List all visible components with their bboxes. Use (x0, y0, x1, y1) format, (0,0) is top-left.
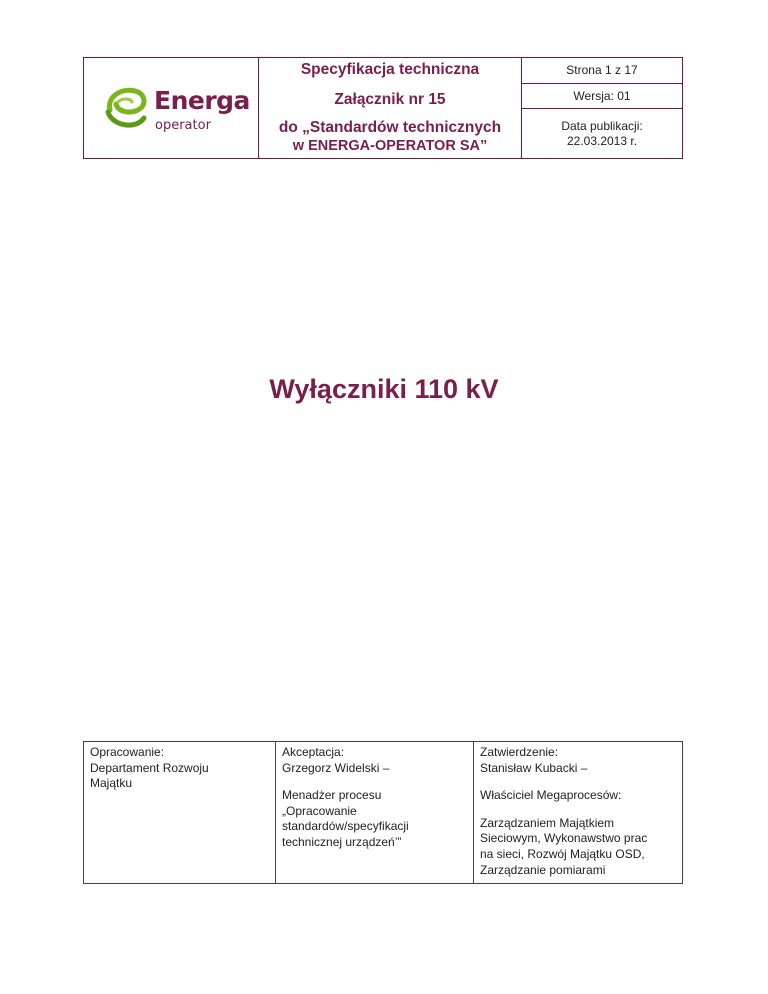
logo-subtitle: operator (155, 118, 211, 133)
prepared-by-line2: Majątku (90, 776, 133, 791)
standards-title-line1: do „Standardów technicznych (278, 118, 502, 136)
approved-by-name: Stanisław Kubacki – (480, 760, 588, 775)
energa-logo (102, 80, 252, 140)
accepted-by-name: Grzegorz Widelski – (282, 760, 390, 775)
page-number: Strona 1 z 17 (522, 58, 683, 84)
prepared-by-line1: Departament Rozwoju (90, 760, 209, 775)
logo-wordmark: Energa (154, 86, 250, 115)
prepared-by-cell (84, 742, 276, 884)
approval-table (83, 741, 683, 884)
attachment-number: Załącznik nr 15 (334, 90, 446, 108)
approved-by-cell (474, 742, 683, 884)
document-header (83, 57, 683, 159)
spec-title: Specyfikacja techniczna (300, 60, 480, 78)
approved-by-label: Zatwierdzenie: (480, 745, 559, 759)
approved-by-desc4: Zarządzanie pomiarami (480, 862, 606, 877)
energa-swirl-icon (102, 84, 150, 130)
accepted-by-role3: standardów/specyfikacji (282, 819, 409, 834)
approved-by-role: Właściciel Megaprocesów: (480, 788, 622, 803)
main-title: Wyłączniki 110 kV (269, 374, 499, 404)
accepted-by-role1: Menadżer procesu (282, 788, 382, 803)
accepted-by-role4: technicznej urządzeń’” (282, 834, 402, 849)
document-title-cell (259, 58, 522, 159)
publication-date-label: Data publikacji: (561, 118, 643, 133)
logo-cell (84, 58, 259, 159)
version: Wersja: 01 (522, 84, 683, 109)
publication-date: 22.03.2013 r. (566, 133, 638, 148)
standards-title-line2: w ENERGA-OPERATOR SA” (292, 138, 488, 155)
prepared-by-label: Opracowanie: (90, 745, 165, 759)
accepted-by-role2: „Opracowanie (282, 803, 357, 818)
approved-by-desc3: na sieci, Rozwój Majątku OSD, (480, 846, 645, 861)
approved-by-desc2: Sieciowym, Wykonawstwo prac (480, 831, 648, 846)
publication-date-cell (522, 109, 683, 159)
accepted-by-cell (276, 742, 474, 884)
approved-by-desc1: Zarządzaniem Majątkiem (480, 815, 615, 830)
accepted-by-label: Akceptacja: (282, 745, 345, 759)
